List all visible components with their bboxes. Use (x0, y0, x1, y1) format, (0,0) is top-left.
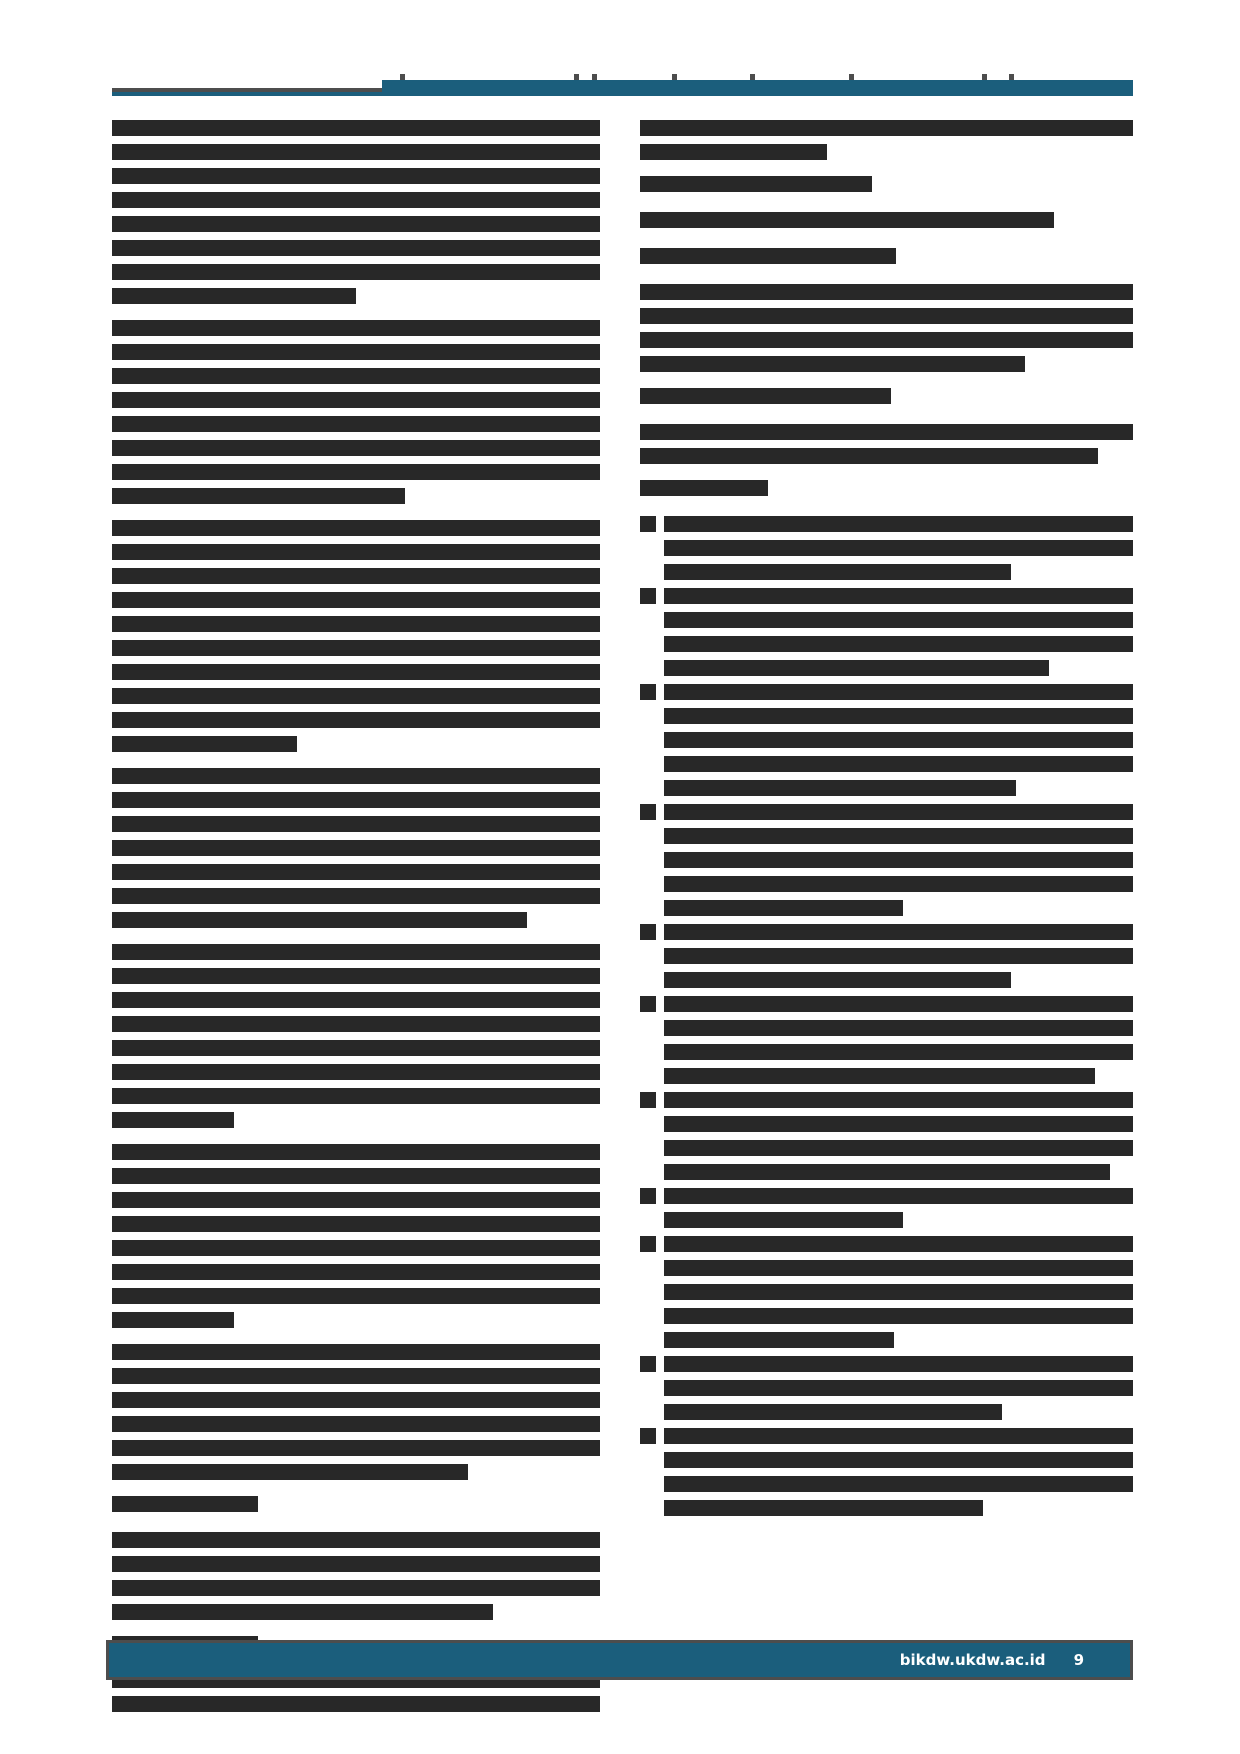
reference-number-redacted (640, 1188, 656, 1204)
right-column (640, 120, 1133, 1524)
reference-item (640, 996, 1133, 1084)
text-line-redacted (112, 664, 600, 680)
text-line-redacted (664, 996, 1133, 1012)
text-line-redacted (112, 944, 600, 960)
text-line-redacted (112, 264, 600, 280)
text-line-redacted (664, 1476, 1133, 1492)
text-line-redacted (112, 992, 600, 1008)
text-line-redacted (112, 712, 600, 728)
text-line-redacted (112, 840, 600, 856)
paragraph-redacted (112, 320, 600, 504)
text-line-redacted (664, 876, 1133, 892)
text-line-redacted (664, 1068, 1095, 1084)
text-line-redacted (664, 660, 1049, 676)
text-line-redacted (664, 1332, 894, 1348)
text-line-redacted (112, 320, 600, 336)
text-line-redacted (640, 356, 1025, 372)
text-line-redacted (664, 804, 1133, 820)
text-line-redacted (664, 612, 1133, 628)
reference-number-redacted (640, 1236, 656, 1252)
text-line-redacted (640, 424, 1133, 440)
text-line-redacted (112, 736, 297, 752)
reference-item (640, 684, 1133, 796)
text-line-redacted (664, 1044, 1133, 1060)
text-line-redacted (112, 144, 600, 160)
text-line-redacted (112, 1144, 600, 1160)
reference-item (640, 1092, 1133, 1180)
text-line-redacted (112, 1216, 600, 1232)
page-footer (106, 1640, 1133, 1680)
text-line-redacted (112, 616, 600, 632)
reference-number-redacted (640, 1356, 656, 1372)
text-line-redacted (112, 1440, 600, 1456)
text-line-redacted (112, 1416, 600, 1432)
text-line-redacted (112, 1392, 600, 1408)
text-line-redacted (664, 1500, 983, 1516)
text-line-redacted (664, 852, 1133, 868)
section-heading-redacted (640, 480, 768, 496)
text-line-redacted (664, 540, 1133, 556)
text-line-redacted (640, 144, 827, 160)
text-line-redacted (112, 1696, 600, 1712)
reference-number-redacted (640, 1428, 656, 1444)
footer-site[interactable]: bikdw.ukdw.ac.id (899, 1651, 1046, 1669)
text-line-redacted (664, 1116, 1133, 1132)
reference-number-redacted (640, 516, 656, 532)
running-title-redacted (382, 80, 1133, 94)
text-line-redacted (112, 888, 600, 904)
text-line-redacted (664, 948, 1133, 964)
text-line-redacted (664, 1308, 1133, 1324)
reference-number-redacted (640, 684, 656, 700)
text-line-redacted (664, 1092, 1133, 1108)
text-line-redacted (112, 1344, 600, 1360)
text-line-redacted (112, 392, 600, 408)
text-line-redacted (112, 1040, 600, 1056)
text-line-redacted (112, 416, 600, 432)
text-line-redacted (664, 732, 1133, 748)
text-line-redacted (664, 1020, 1133, 1036)
text-line-redacted (112, 968, 600, 984)
text-line-redacted (112, 1168, 600, 1184)
text-line-redacted (640, 332, 1133, 348)
text-line-redacted (112, 288, 356, 304)
text-line-redacted (112, 568, 600, 584)
reference-item (640, 588, 1133, 676)
text-line-redacted (664, 780, 1016, 796)
reference-item (640, 1428, 1133, 1516)
text-line-redacted (112, 520, 600, 536)
text-line-redacted (112, 216, 600, 232)
text-line-redacted (112, 344, 600, 360)
text-line-redacted (664, 516, 1133, 532)
paragraph-redacted (112, 768, 600, 928)
reference-number-redacted (640, 804, 656, 820)
text-line-redacted (112, 544, 600, 560)
text-line-redacted (112, 1580, 600, 1596)
paragraph-redacted (112, 944, 600, 1128)
text-line-redacted (112, 792, 600, 808)
right-column-body (640, 120, 1133, 496)
reference-number-redacted (640, 1092, 656, 1108)
text-line-redacted (112, 1556, 600, 1572)
text-line-redacted (664, 636, 1133, 652)
text-line-redacted (640, 448, 1098, 464)
text-line-redacted (664, 1356, 1133, 1372)
text-line-redacted (112, 1016, 600, 1032)
text-line-redacted (112, 1288, 600, 1304)
text-line-redacted (664, 1284, 1133, 1300)
text-line-redacted (112, 1368, 600, 1384)
text-line-redacted (112, 640, 600, 656)
text-line-redacted (640, 284, 1133, 300)
text-line-redacted (664, 1452, 1133, 1468)
text-line-redacted (112, 1264, 600, 1280)
text-line-redacted (112, 1604, 493, 1620)
paragraph-redacted (112, 520, 600, 752)
left-column (112, 120, 600, 1728)
text-line-redacted (112, 1112, 234, 1128)
reference-list (640, 516, 1133, 1516)
text-line-redacted (112, 464, 600, 480)
section-heading-redacted (640, 388, 891, 404)
text-line-redacted (664, 756, 1133, 772)
reference-item (640, 924, 1133, 988)
text-line-redacted (112, 168, 600, 184)
text-line-redacted (664, 1140, 1133, 1156)
reference-number-redacted (640, 996, 656, 1012)
page-number: 9 (1073, 1651, 1084, 1669)
paragraph-redacted (112, 1532, 600, 1620)
paragraph-redacted (112, 1344, 600, 1480)
section-heading-redacted (640, 212, 1054, 228)
reference-item (640, 1356, 1133, 1420)
text-line-redacted (112, 1312, 234, 1328)
text-line-redacted (664, 1260, 1133, 1276)
text-line-redacted (112, 1192, 600, 1208)
text-line-redacted (640, 120, 1133, 136)
text-line-redacted (664, 588, 1133, 604)
text-line-redacted (112, 1464, 468, 1480)
text-line-redacted (664, 1380, 1133, 1396)
paragraph-redacted (112, 1144, 600, 1328)
section-heading-redacted (640, 248, 896, 264)
text-line-redacted (112, 368, 600, 384)
text-line-redacted (664, 708, 1133, 724)
text-line-redacted (664, 1212, 903, 1228)
reference-number-redacted (640, 924, 656, 940)
text-line-redacted (664, 972, 1011, 988)
text-line-redacted (112, 816, 600, 832)
text-line-redacted (664, 1188, 1133, 1204)
reference-item (640, 1236, 1133, 1348)
text-line-redacted (664, 684, 1133, 700)
text-line-redacted (112, 768, 600, 784)
text-line-redacted (112, 440, 600, 456)
text-line-redacted (112, 240, 600, 256)
text-line-redacted (112, 192, 600, 208)
text-line-redacted (664, 1428, 1133, 1444)
paragraph-redacted (112, 120, 600, 304)
text-line-redacted (664, 1404, 1002, 1420)
reference-number-redacted (640, 588, 656, 604)
text-line-redacted (640, 308, 1133, 324)
text-line-redacted (112, 1532, 600, 1548)
text-line-redacted (664, 828, 1133, 844)
text-line-redacted (664, 1236, 1133, 1252)
text-line-redacted (112, 592, 600, 608)
paragraph-redacted (640, 284, 1133, 372)
text-line-redacted (112, 688, 600, 704)
section-heading-redacted (112, 1496, 258, 1512)
reference-item (640, 804, 1133, 916)
text-line-redacted (664, 1164, 1110, 1180)
reference-item (640, 1188, 1133, 1228)
text-line-redacted (664, 900, 903, 916)
paragraph-redacted (640, 424, 1133, 464)
text-line-redacted (664, 924, 1133, 940)
text-line-redacted (112, 1064, 600, 1080)
paragraph-redacted (640, 120, 1133, 160)
text-line-redacted (112, 1088, 600, 1104)
section-heading-redacted (640, 176, 872, 192)
text-line-redacted (112, 120, 600, 136)
text-line-redacted (112, 1240, 600, 1256)
reference-item (640, 516, 1133, 580)
text-line-redacted (112, 912, 527, 928)
text-line-redacted (112, 488, 405, 504)
text-line-redacted (664, 564, 1011, 580)
text-line-redacted (112, 864, 600, 880)
